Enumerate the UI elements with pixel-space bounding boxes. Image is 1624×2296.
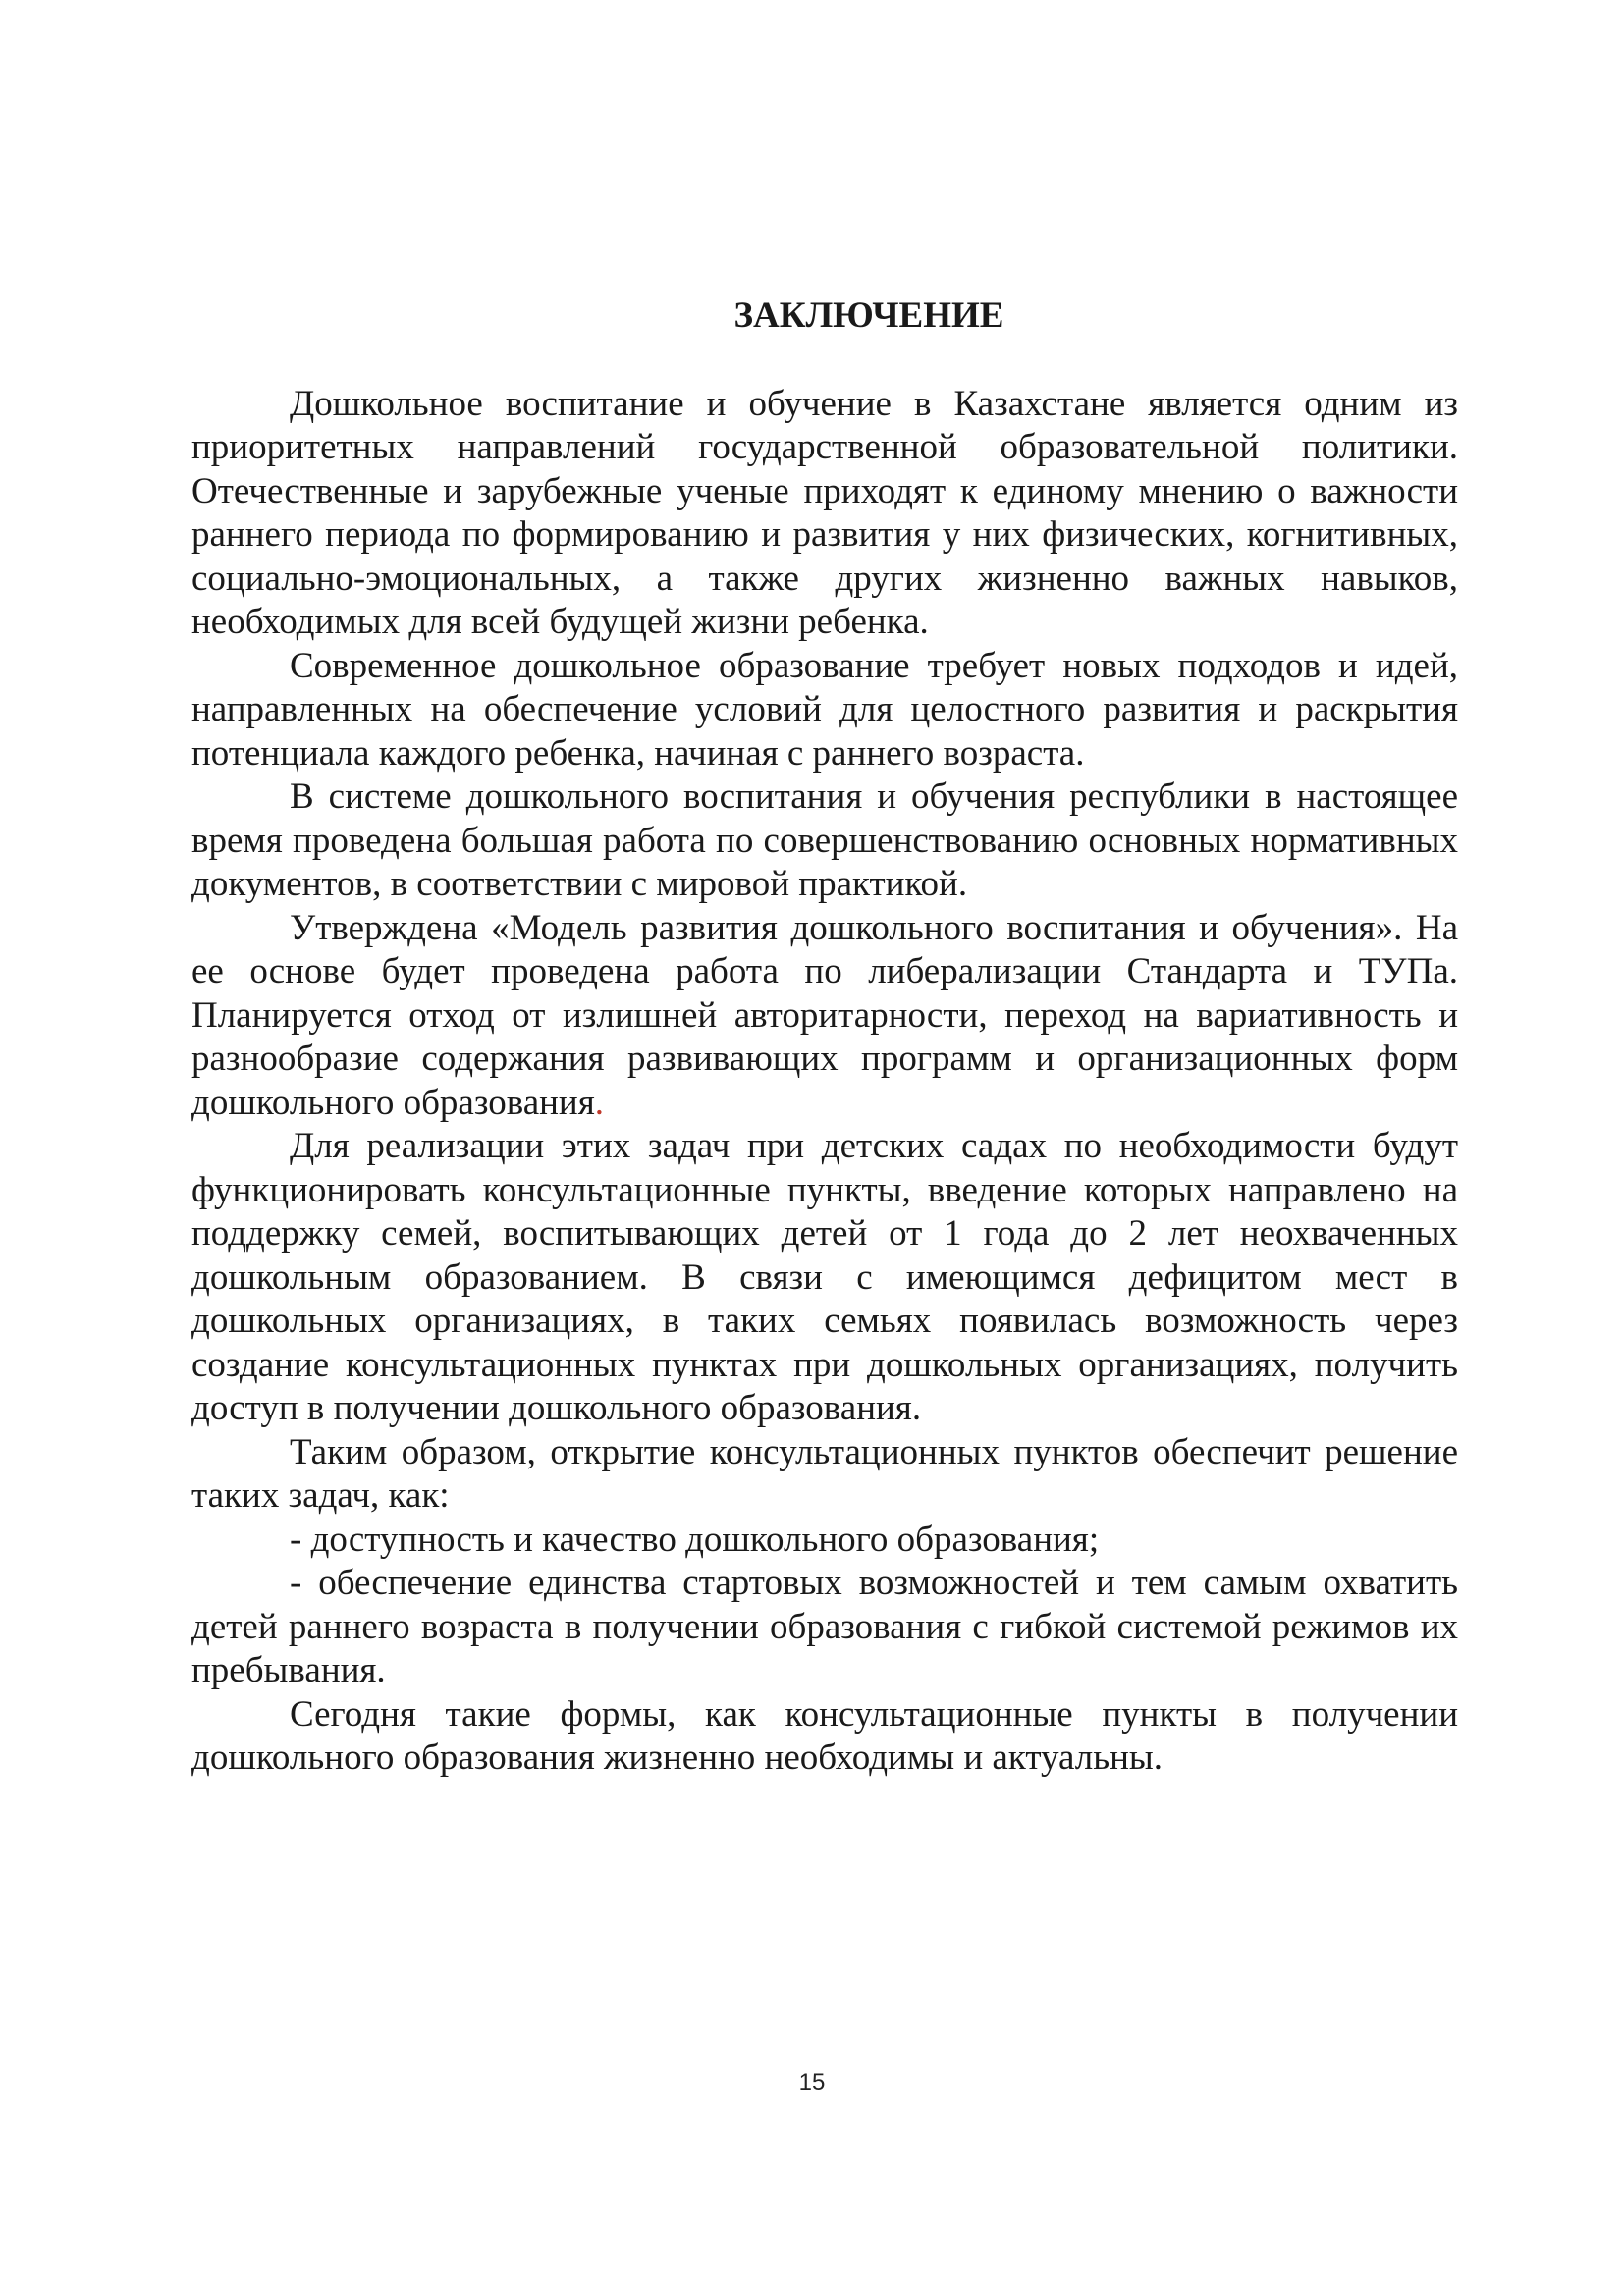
- page-number: 15: [798, 2069, 826, 2096]
- paragraph-5: Для реализации этих задач при детских садах по необходимости будут функционировать консультационные пункты, введение которых направлено на поддержку семей, воспитывающих детей от 1 года до 2 лет неохваченных дошкольным образованием. В связи с имеющимся дефицитом мест в дошкольных организациях, в таких семьях появилась возможность через создание консультационных пунктах при дошкольных организациях, получить доступ в получении дошкольного образования.: [191, 1126, 1458, 1428]
- list-item-1: - доступность и качество дошкольного образования;: [290, 1519, 1100, 1560]
- page-title: ЗАКЛЮЧЕНИЕ: [733, 295, 1004, 336]
- list-item-2: - обеспечение единства стартовых возможностей и тем самым охватить детей раннего возраста в получении образования с гибкой системой режимов их пребывания.: [191, 1563, 1458, 1690]
- accent-period: .: [594, 1082, 604, 1123]
- paragraph-2: Современное дошкольное образование требует новых подходов и идей, направленных на обеспечение условий для целостного развития и раскрытия потенциала каждого ребенка, начиная с раннего возраста.: [191, 645, 1458, 774]
- paragraph-4-text: Утверждена «Модель развития дошкольного воспитания и обучения». На ее основе будет проведена работа по либерализации Стандарта и ТУПа. Планируется отход от излишней авторитарности, переход на вариативность и разнообразие содержания развивающих программ и организационных форм дошкольного образования: [191, 907, 1458, 1123]
- paragraph-7: Сегодня такие формы, как консультационные пункты в получении дошкольного образования жизненно необходимы и актуальны.: [191, 1693, 1458, 1778]
- paragraph-3: В системе дошкольного воспитания и обучения республики в настоящее время проведена большая работа по совершенствованию основных нормативных документов, в соответствии с мировой практикой.: [191, 776, 1458, 904]
- document-body: [191, 294, 1458, 1781]
- paragraph-4: [191, 907, 1458, 1126]
- paragraph-6: Таким образом, открытие консультационных пунктов обеспечит решение таких задач, как:: [191, 1431, 1458, 1516]
- paragraph-1: Дошкольное воспитание и обучение в Казахстане является одним из приоритетных направлений государственной образовательной политики. Отечественные и зарубежные ученые приходят к единому мнению о важности раннего периода по формированию и развития у них физических, когнитивных, социально-эмоциональных, а также других жизненно важных навыков, необходимых для всей будущей жизни ребенка.: [191, 383, 1458, 642]
